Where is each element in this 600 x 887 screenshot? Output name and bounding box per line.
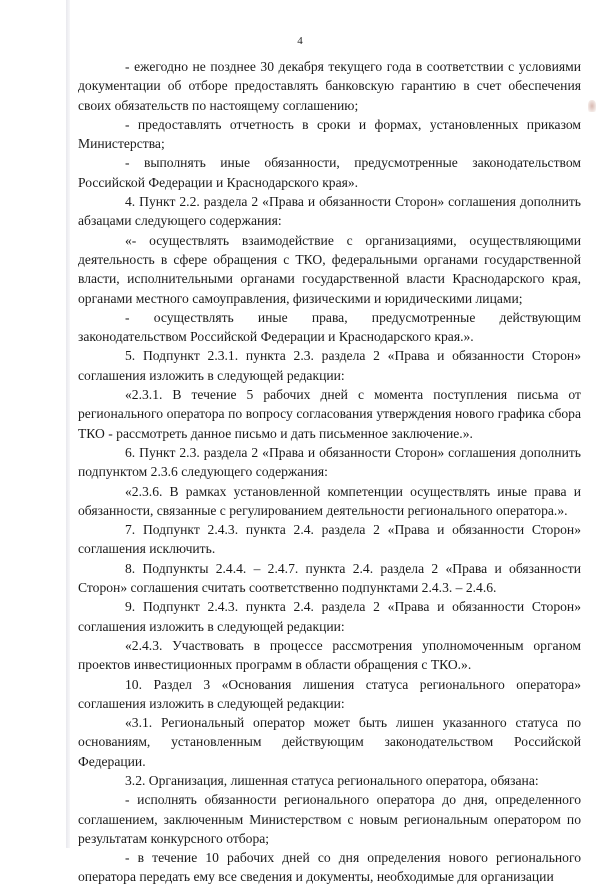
paragraph-interaction: «- осуществлять взаимодействие с организациями, осуществляющими деятельность в сфере обращения с ТКО, федеральными органами государственной власти, исполнительными органами государственной власти Краснодарского края, органами местного самоуправления, физическими и юридическими лицами; bbox=[78, 232, 581, 306]
paragraph-3-1: «3.1. Региональный оператор может быть лишен указанного статуса по основаниям, установленным действующим законодательством Российской Федерации. bbox=[78, 715, 581, 769]
paragraph-2-4-3: «2.4.3. Участвовать в процессе рассмотрения уполномоченным органом проектов инвестиционных программ в области обращения с ТКО.». bbox=[78, 637, 581, 673]
paragraph-reporting: - предоставлять отчетность в сроки и формах, установленных приказом Министерства; bbox=[78, 116, 581, 152]
paragraph-item-5: 5. Подпункт 2.3.1. пункта 2.3. раздела 2 «Права и обязанности Сторон» соглашения изложить в следующей редакции: bbox=[78, 348, 581, 383]
paragraph-other-duties: - выполнять иные обязанности, предусмотренные законодательством Российской Федерации и Краснодарского края». bbox=[78, 155, 581, 190]
paragraph-bank-guarantee: - ежегодно не позднее 30 декабря текущего года в соответствии с условиями документации об отборе предоставлять банковскую гарантию в счет обеспечения своих обязательств по настоящему соглашению; bbox=[78, 59, 581, 113]
paragraph-item-7: 7. Подпункт 2.4.3. пункта 2.4. раздела 2 «Права и обязанности Сторон» соглашения исключить. bbox=[78, 522, 581, 557]
paragraph-3-2: 3.2. Организация, лишенная статуса регионального оператора, обязана: bbox=[125, 772, 539, 788]
paragraph-item-8: 8. Подпункты 2.4.4. – 2.4.7. пункта 2.4. раздела 2 «Права и обязанности Сторон» соглашения считать соответственно подпунктами 2.4.3. – 2.4.6. bbox=[78, 560, 581, 596]
document-body bbox=[78, 57, 581, 887]
paragraph-transfer-documents: - в течение 10 рабочих дней со дня определения нового регионального оператора передать ему все сведения и документы, необходимые для организации bbox=[78, 850, 581, 885]
scan-edge-shadow bbox=[66, 0, 70, 848]
scan-artifact-mark bbox=[588, 100, 596, 112]
paragraph-other-rights: - осуществлять иные права, предусмотренные действующим законодательством Российской Федерации и Краснодарского края.». bbox=[78, 309, 581, 345]
paragraph-2-3-6: «2.3.6. В рамках установленной компетенции осуществлять иные права и обязанности, связанные с регулированием деятельности регионального оператора.». bbox=[78, 483, 581, 518]
paragraph-2-3-1: «2.3.1. В течение 5 рабочих дней с момента поступления письма от регионального оператора по вопросу согласования утверждения нового графика сбора ТКО - рассмотреть данное письмо и дать письменное заключение.». bbox=[78, 387, 581, 441]
paragraph-item-10: 10. Раздел 3 «Основания лишения статуса регионального оператора» соглашения изложить в следующей редакции: bbox=[78, 676, 581, 711]
paragraph-item-4: 4. Пункт 2.2. раздела 2 «Права и обязанности Сторон» соглашения дополнить абзацами следующего содержания: bbox=[78, 194, 581, 229]
page-number: 4 bbox=[297, 35, 303, 47]
paragraph-perform-duties: - исполнять обязанности регионального оператора до дня, определенного соглашением, заключенным Министерством с новым региональным оператором по результатам конкурсного отбора; bbox=[78, 792, 581, 846]
paragraph-item-9: 9. Подпункт 2.4.3. пункта 2.4. раздела 2 «Права и обязанности Сторон» соглашения изложить в следующей редакции: bbox=[78, 599, 581, 634]
paragraph-item-6: 6. Пункт 2.3. раздела 2 «Права и обязанности Сторон» соглашения дополнить подпунктом 2.3.6 следующего содержания: bbox=[78, 444, 581, 480]
